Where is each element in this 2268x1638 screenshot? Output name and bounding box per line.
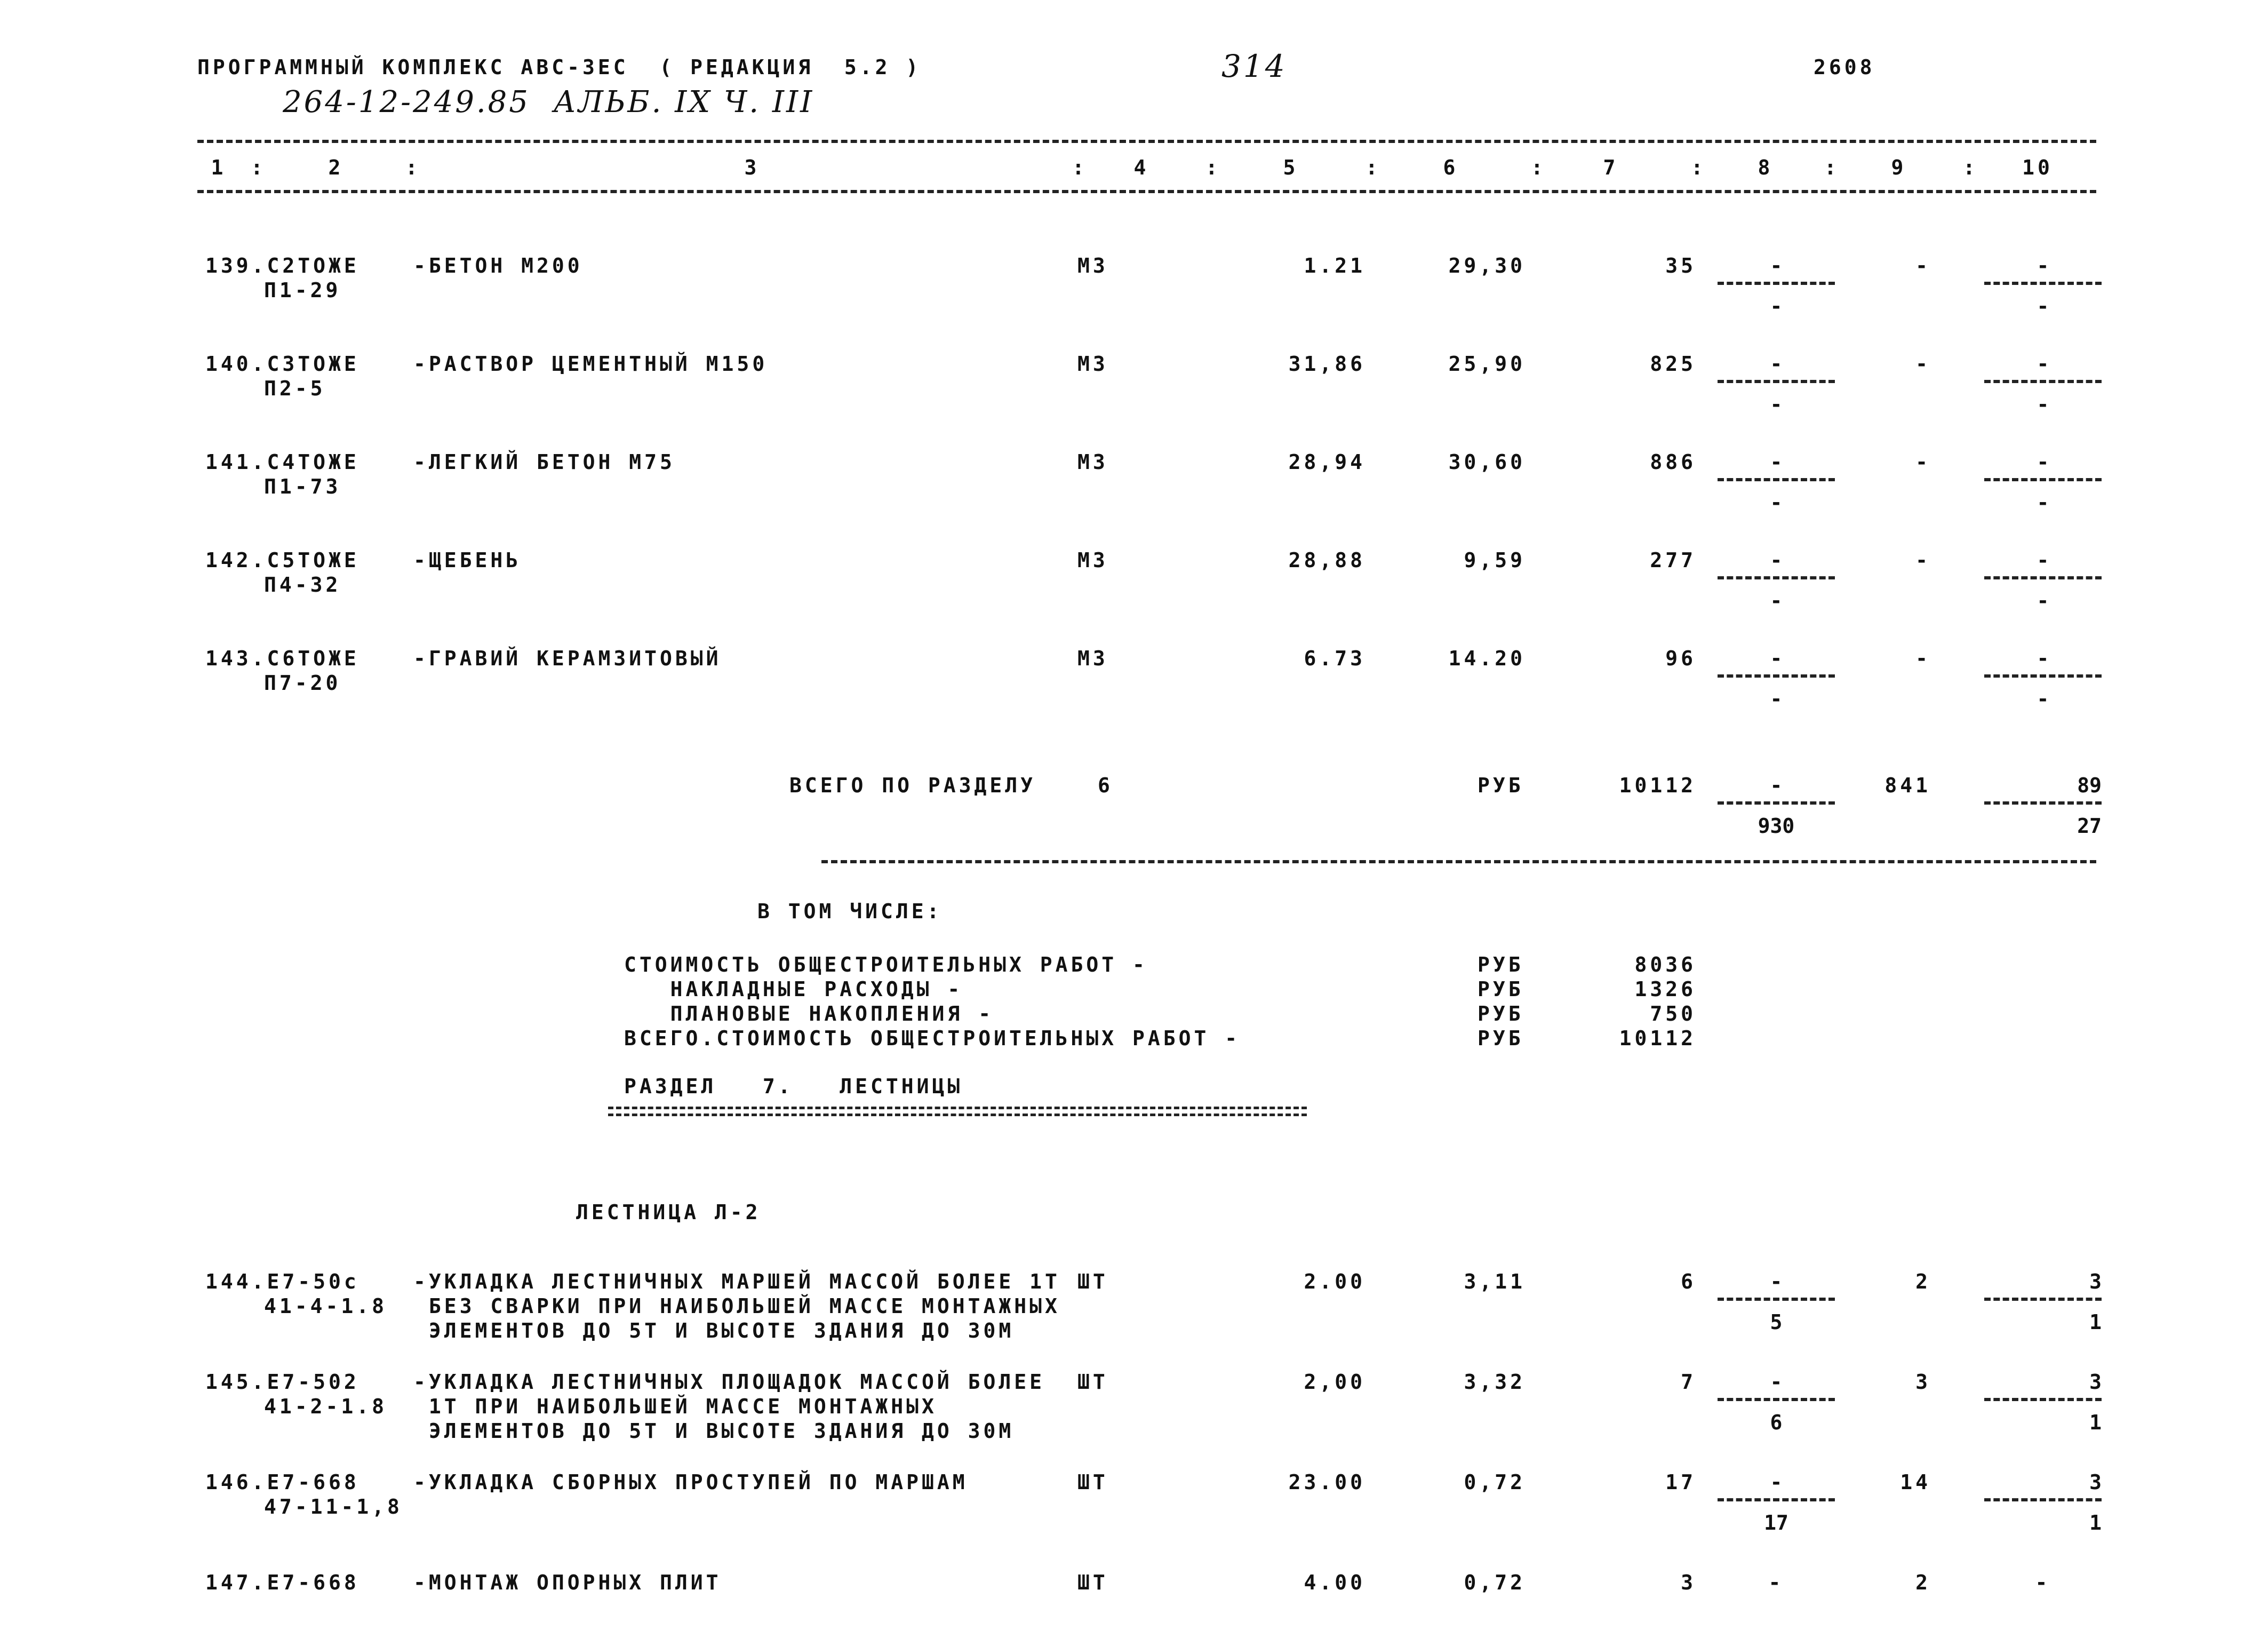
col10-fraction-bottom: 1: [2089, 1411, 2102, 1434]
row-code: П1-29: [264, 279, 341, 302]
col8-fraction-top: -: [1770, 647, 1783, 670]
col8-fraction-top: -: [1770, 254, 1783, 277]
row-number: 147.Е7-668: [205, 1571, 360, 1594]
col8-fraction: [1718, 1270, 1835, 1332]
column-header: 1: [211, 156, 227, 179]
row-total: 825: [1650, 352, 1696, 376]
row-total: 3: [1681, 1571, 1696, 1594]
row-unit: ШТ: [1077, 1470, 1108, 1494]
section-total-label: ВСЕГО ПО РАЗДЕЛУ: [789, 774, 1036, 797]
column-separator: :: [405, 156, 421, 179]
column-separator: :: [251, 156, 266, 179]
col8-fraction: [1718, 548, 1835, 613]
col10-value: -: [2035, 1571, 2051, 1594]
col8-fraction-bottom: 5: [1770, 1310, 1783, 1334]
row-code: П7-20: [264, 671, 341, 695]
row-description: ЭЛЕМЕНТОВ ДО 5Т И ВЫСОТЕ ЗДАНИЯ ДО 30М: [413, 1419, 1015, 1443]
fraction-bar: [1984, 380, 2102, 383]
col9-value: -: [1915, 352, 1931, 376]
col10-fraction-top: -: [2037, 352, 2049, 376]
row-total: 886: [1650, 450, 1696, 474]
breakdown-value: 750: [1650, 1002, 1696, 1025]
row-quantity: 31,86: [1288, 352, 1365, 376]
col10-fraction-top: -: [2037, 647, 2049, 670]
row-number: 141.С4ТОЖЕ: [205, 450, 360, 474]
total-value: 10112: [1619, 774, 1696, 797]
col8-fraction-bottom: -: [1770, 393, 1783, 416]
header-bottom-rule: [197, 190, 2096, 193]
col10-fraction-bottom: -: [2037, 491, 2049, 514]
row-code: 41-4-1.8: [264, 1294, 388, 1318]
breakdown-currency: РУБ: [1478, 1027, 1524, 1050]
column-separator: :: [1963, 156, 1978, 179]
row-description: БЕЗ СВАРКИ ПРИ НАИБОЛЬШЕЙ МАССЕ МОНТАЖНЫХ: [413, 1294, 1060, 1318]
col10-fraction: [1984, 1470, 2102, 1532]
col9-value: 14: [1900, 1470, 1931, 1494]
col10-top: 89: [2077, 774, 2102, 797]
row-unit-price: 25,90: [1448, 352, 1526, 376]
column-separator: :: [1072, 156, 1088, 179]
col10-fraction-bottom: -: [2037, 393, 2049, 416]
col10-fraction: [1984, 548, 2102, 613]
col8-fraction-top: -: [1770, 450, 1783, 474]
fraction-bar: [1718, 1398, 1835, 1401]
col10-fraction: [1984, 450, 2102, 512]
col10-fraction: [1984, 1370, 2102, 1432]
breakdown-label: ПЛАНОВЫЕ НАКОПЛЕНИЯ -: [624, 1002, 994, 1025]
col8-fraction: [1718, 774, 1835, 836]
row-quantity: 4.00: [1304, 1571, 1365, 1594]
row-description: -РАСТВОР ЦЕМЕНТНЫЙ М150: [413, 352, 768, 376]
row-quantity: 2,00: [1304, 1370, 1365, 1394]
breakdown-label: НАКЛАДНЫЕ РАСХОДЫ -: [624, 977, 963, 1001]
col8-fraction-top: -: [1770, 1370, 1783, 1394]
col8-fraction-bottom: 6: [1770, 1411, 1783, 1434]
col9-value: 3: [1915, 1370, 1931, 1394]
col8-fraction: [1718, 647, 1835, 709]
row-total: 7: [1681, 1370, 1696, 1394]
breakdown-value: 1326: [1634, 977, 1696, 1001]
col10-fraction-top: 3: [2089, 1470, 2102, 1494]
program-title: ПРОГРАММНЫЙ КОМПЛЕКС АВС-3ЕС ( РЕДАКЦИЯ 5.2 ): [197, 55, 922, 79]
fraction-bar: [1718, 801, 1835, 805]
col10-fraction: [1984, 352, 2102, 414]
col8-fraction: [1718, 254, 1835, 316]
col8-fraction-top: -: [1770, 1470, 1783, 1494]
column-separator: :: [1824, 156, 1840, 179]
row-number: 144.Е7-50с: [205, 1270, 360, 1293]
col8-fraction: [1718, 1470, 1835, 1532]
col8-fraction-top: -: [1770, 352, 1783, 376]
fraction-bar: [1984, 1398, 2102, 1401]
row-total: 35: [1665, 254, 1696, 277]
col9-value: 2: [1915, 1270, 1931, 1293]
col10-fraction: [1984, 254, 2102, 316]
row-description: 1Т ПРИ НАИБОЛЬШЕЙ МАССЕ МОНТАЖНЫХ: [413, 1395, 937, 1418]
row-description: ЭЛЕМЕНТОВ ДО 5Т И ВЫСОТЕ ЗДАНИЯ ДО 30М: [413, 1319, 1015, 1342]
col9-value: -: [1915, 647, 1931, 670]
fraction-bar: [1718, 1498, 1835, 1501]
fraction-bar: [1718, 380, 1835, 383]
col8-fraction: [1718, 450, 1835, 512]
row-unit-price: 14.20: [1448, 647, 1526, 670]
col9-value: -: [1915, 254, 1931, 277]
fraction-bar: [1718, 674, 1835, 678]
section-title-underline: [608, 1107, 1307, 1116]
col10-fraction: [1984, 647, 2102, 709]
handwritten-reference: 264-12-249.85 АЛЬБ. IX Ч. III: [283, 85, 814, 120]
column-header: 7: [1603, 156, 1619, 179]
row-unit-price: 0,72: [1464, 1470, 1526, 1494]
column-separator: :: [1691, 156, 1706, 179]
row-description: -МОНТАЖ ОПОРНЫХ ПЛИТ: [413, 1571, 722, 1594]
column-header: 4: [1133, 156, 1149, 179]
col8-fraction-bottom: -: [1770, 589, 1783, 613]
row-unit-price: 3,32: [1464, 1370, 1526, 1394]
row-unit-price: 0,72: [1464, 1571, 1526, 1594]
currency: РУБ: [1478, 774, 1524, 797]
breakdown-value: 8036: [1634, 953, 1696, 976]
row-unit: М3: [1077, 647, 1108, 670]
breakdown-heading: В ТОМ ЧИСЛЕ:: [757, 900, 943, 923]
col10-fraction-bottom: 1: [2089, 1310, 2102, 1334]
row-unit: ШТ: [1077, 1571, 1108, 1594]
fraction-bar: [1984, 282, 2102, 285]
row-code: П1-73: [264, 475, 341, 498]
col10-fraction-bottom: -: [2037, 295, 2049, 318]
row-total: 277: [1650, 548, 1696, 572]
col10-fraction-top: -: [2037, 254, 2049, 277]
row-description: -ЛЕГКИЙ БЕТОН М75: [413, 450, 675, 474]
row-unit: М3: [1077, 548, 1108, 572]
column-header: 2: [328, 156, 344, 179]
col10-fraction: [1984, 774, 2102, 836]
row-description: -ГРАВИЙ КЕРАМЗИТОВЫЙ: [413, 647, 722, 670]
row-description: -ЩЕБЕНЬ: [413, 548, 522, 572]
row-code: 41-2-1.8: [264, 1395, 388, 1418]
section-title: РАЗДЕЛ 7. ЛЕСТНИЦЫ: [624, 1075, 963, 1098]
column-header: 6: [1443, 156, 1459, 179]
column-header: 9: [1891, 156, 1907, 179]
row-quantity: 2.00: [1304, 1270, 1365, 1293]
row-total: 96: [1665, 647, 1696, 670]
fraction-bar: [1718, 576, 1835, 579]
row-total: 6: [1681, 1270, 1696, 1293]
row-unit-price: 30,60: [1448, 450, 1526, 474]
fraction-bar: [1984, 674, 2102, 678]
column-header: 10: [2022, 156, 2053, 179]
col8-fraction-bottom: -: [1770, 491, 1783, 514]
col10-bottom: 27: [2077, 814, 2102, 838]
col10-fraction-top: -: [2037, 548, 2049, 572]
col10-fraction-bottom: 1: [2089, 1511, 2102, 1534]
row-number: 146.Е7-668: [205, 1470, 360, 1494]
page-number: 314: [1221, 48, 1287, 84]
column-header: 8: [1758, 156, 1774, 179]
col9-value: 2: [1915, 1571, 1931, 1594]
row-number: 142.С5ТОЖЕ: [205, 548, 360, 572]
col9-value: -: [1915, 548, 1931, 572]
row-unit-price: 3,11: [1464, 1270, 1526, 1293]
fraction-bar: [1984, 478, 2102, 481]
col10-fraction-top: 3: [2089, 1270, 2102, 1293]
fraction-bar: [1984, 576, 2102, 579]
row-unit: М3: [1077, 254, 1108, 277]
fraction-bar: [1984, 1298, 2102, 1301]
row-unit-price: 29,30: [1448, 254, 1526, 277]
col8-fraction-bottom: 17: [1764, 1511, 1788, 1534]
col8-value: -: [1768, 1571, 1784, 1594]
row-unit: М3: [1077, 352, 1108, 376]
row-unit: М3: [1077, 450, 1108, 474]
fraction-bar: [1984, 1498, 2102, 1501]
row-unit: ШТ: [1077, 1270, 1108, 1293]
column-header: 5: [1283, 156, 1299, 179]
fraction-bar: [1984, 801, 2102, 805]
row-description: -УКЛАДКА СБОРНЫХ ПРОСТУПЕЙ ПО МАРШАМ: [413, 1470, 968, 1494]
fraction-bar: [1718, 478, 1835, 481]
section-subtitle: ЛЕСТНИЦА Л-2: [576, 1200, 761, 1224]
col8-fraction: [1718, 1370, 1835, 1432]
breakdown-label: СТОИМОСТЬ ОБЩЕСТРОИТЕЛЬНЫХ РАБОТ -: [624, 953, 1148, 976]
column-separator: :: [1205, 156, 1221, 179]
fraction-bar: [1718, 282, 1835, 285]
col9-value: -: [1915, 450, 1931, 474]
col8-fraction-top: -: [1770, 548, 1783, 572]
row-description: -УКЛАДКА ЛЕСТНИЧНЫХ ПЛОЩАДОК МАССОЙ БОЛЕЕ: [413, 1370, 1045, 1394]
row-quantity: 28,94: [1288, 450, 1365, 474]
row-code: П2-5: [264, 377, 326, 400]
row-number: 143.С6ТОЖЕ: [205, 647, 360, 670]
col10-fraction-bottom: -: [2037, 687, 2049, 711]
fraction-bar: [1718, 1298, 1835, 1301]
row-code: 47-11-1,8: [264, 1495, 403, 1518]
row-unit: ШТ: [1077, 1370, 1108, 1394]
col8-bottom: 930: [1758, 814, 1795, 838]
row-quantity: 1.21: [1304, 254, 1365, 277]
document-code: 2608: [1814, 55, 1875, 79]
row-quantity: 28,88: [1288, 548, 1365, 572]
row-code: П4-32: [264, 573, 341, 597]
column-header: 3: [744, 156, 760, 179]
col8-fraction-bottom: -: [1770, 295, 1783, 318]
col8-fraction-bottom: -: [1770, 687, 1783, 711]
row-quantity: 23.00: [1288, 1470, 1365, 1494]
col10-fraction-bottom: -: [2037, 589, 2049, 613]
row-total: 17: [1665, 1470, 1696, 1494]
breakdown-currency: РУБ: [1478, 977, 1524, 1001]
breakdown-currency: РУБ: [1478, 1002, 1524, 1025]
section-number: 6: [1098, 774, 1113, 797]
col10-fraction-top: -: [2037, 450, 2049, 474]
row-quantity: 6.73: [1304, 647, 1365, 670]
row-description: -БЕТОН М200: [413, 254, 583, 277]
col8-fraction: [1718, 352, 1835, 414]
breakdown-value: 10112: [1619, 1027, 1696, 1050]
breakdown-currency: РУБ: [1478, 953, 1524, 976]
row-unit-price: 9,59: [1464, 548, 1526, 572]
col8-fraction-top: -: [1770, 1270, 1783, 1293]
header-top-rule: [197, 140, 2096, 143]
col10-fraction: [1984, 1270, 2102, 1332]
column-separator: :: [1531, 156, 1546, 179]
row-number: 140.С3ТОЖЕ: [205, 352, 360, 376]
col10-fraction-top: 3: [2089, 1370, 2102, 1394]
row-number: 145.Е7-502: [205, 1370, 360, 1394]
col9-value: 841: [1884, 774, 1931, 797]
row-description: -УКЛАДКА ЛЕСТНИЧНЫХ МАРШЕЙ МАССОЙ БОЛЕЕ 1Т: [413, 1270, 1060, 1293]
column-separator: :: [1365, 156, 1381, 179]
row-number: 139.С2ТОЖЕ: [205, 254, 360, 277]
breakdown-label: ВСЕГО.СТОИМОСТЬ ОБЩЕСТРОИТЕЛЬНЫХ РАБОТ -: [624, 1027, 1241, 1050]
section-total-rule: [821, 860, 2096, 863]
col8-top: -: [1770, 774, 1783, 797]
